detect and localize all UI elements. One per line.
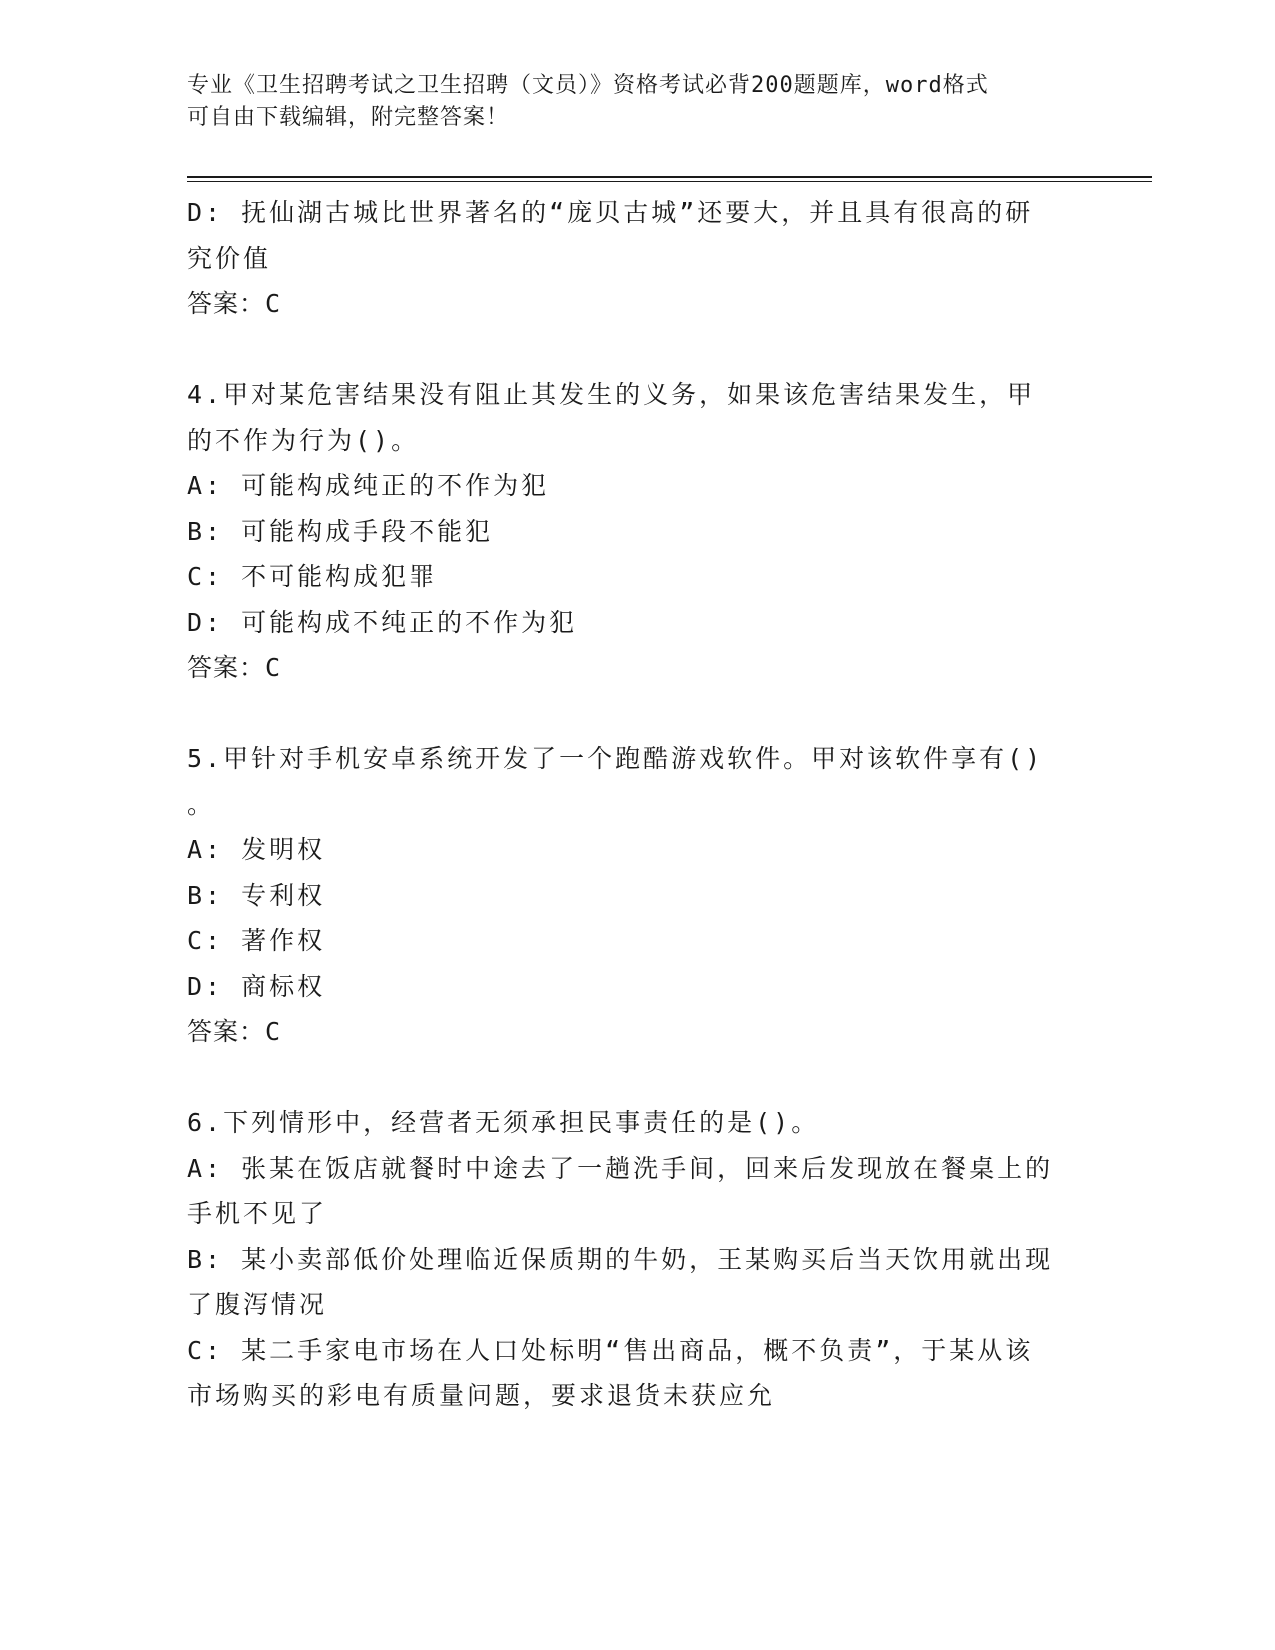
option-d: D: 商标权 <box>187 971 326 1001</box>
question-5 <box>187 736 1087 1055</box>
question-3-tail <box>187 190 1087 327</box>
option-d: D: 可能构成不纯正的不作为犯 <box>187 607 578 637</box>
header-title-line-2: 可自由下载编辑，附完整答案！ <box>187 105 510 130</box>
option-a: A: 可能构成纯正的不作为犯 <box>187 471 550 500</box>
page-header <box>187 70 1067 134</box>
question-stem-line-1: 4.甲对某危害结果没有阻止其发生的义务，如果该危害结果发生，甲 <box>187 380 1036 409</box>
option-b: B: 可能构成手段不能犯 <box>187 516 494 546</box>
header-divider-thick <box>187 176 1152 178</box>
spacer <box>187 1055 1087 1101</box>
option-d-line-1: D: 抚仙湖古城比世界著名的“庞贝古城”还要大，并且具有很高的研 <box>187 198 1034 227</box>
question-list <box>187 190 1087 1419</box>
question-stem-line-1: 5.甲针对手机安卓系统开发了一个跑酷游戏软件。甲对该软件享有() <box>187 744 1044 773</box>
option-c-line-1: C: 某二手家电市场在人口处标明“售出商品，概不负责”，于某从该 <box>187 1335 1034 1365</box>
option-c-line-2: 市场购买的彩电有质量问题，要求退货未获应允 <box>187 1381 776 1410</box>
answer-line: 答案：C <box>187 653 282 682</box>
header-title-line-1: 专业《卫生招聘考试之卫生招聘（文员）》资格考试必背200题题库，word格式 <box>187 73 989 98</box>
question-4 <box>187 372 1087 691</box>
question-6 <box>187 1100 1087 1419</box>
option-c: C: 著作权 <box>187 926 326 955</box>
option-d-line-2: 究价值 <box>187 243 272 273</box>
option-b-line-2: 了腹泻情况 <box>187 1290 328 1319</box>
option-a-line-2: 手机不见了 <box>187 1199 328 1228</box>
option-a-line-1: A: 张某在饭店就餐时中途去了一趟洗手间，回来后发现放在餐桌上的 <box>187 1153 1054 1183</box>
option-c: C: 不可能构成犯罪 <box>187 562 438 591</box>
option-b-line-1: B: 某小卖部低价处理临近保质期的牛奶，王某购买后当天饮用就出现 <box>187 1244 1054 1274</box>
spacer <box>187 327 1087 373</box>
answer-line: 答案：C <box>187 1017 282 1046</box>
question-stem-line-2: 的不作为行为()。 <box>187 425 420 455</box>
question-stem-line-1: 6.下列情形中，经营者无须承担民事责任的是()。 <box>187 1108 820 1137</box>
question-stem-line-2: 。 <box>187 789 216 819</box>
answer-line: 答案：C <box>187 289 282 318</box>
spacer <box>187 691 1087 737</box>
header-divider-thin <box>187 181 1152 182</box>
option-a: A: 发明权 <box>187 835 326 864</box>
option-b: B: 专利权 <box>187 880 326 910</box>
